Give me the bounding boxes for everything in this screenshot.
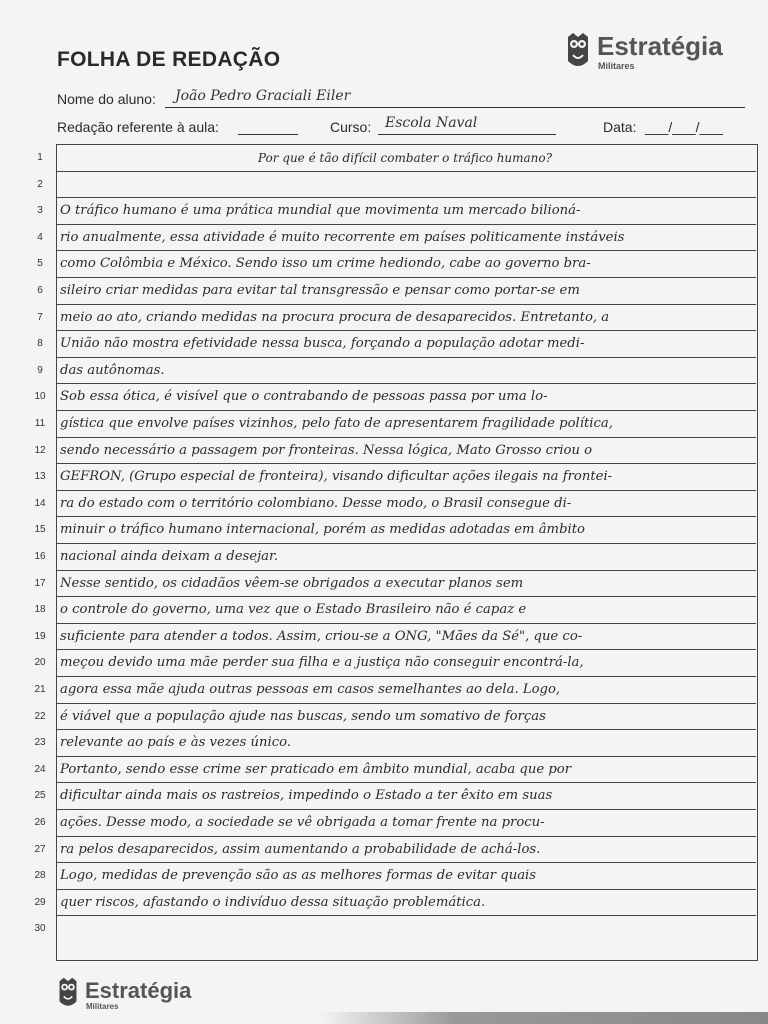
essay-line: é viável que a população ajude nas buscas, sendo um somativo de forças — [60, 708, 546, 724]
essay-line: sileiro criar medidas para evitar tal transgressão e pensar como portar-se em — [60, 283, 580, 298]
brand-logo — [565, 31, 755, 75]
essay-line: relevante ao país e às vezes único. — [60, 735, 291, 751]
course-value: Escola Naval — [385, 115, 478, 131]
essay-line: das autônomas. — [60, 362, 165, 378]
essay-line: dificultar ainda mais os rastreios, impedindo o Estado a ter êxito em suas — [60, 788, 553, 804]
page-title: FOLHA DE REDAÇÃO — [57, 48, 281, 71]
essay-line: suficiente para atender a todos. Assim, criou-se a ONG, "Mães da Sé", que co- — [60, 628, 583, 644]
essay-line: ra pelos desaparecidos, assim aumentando a probabilidade de achá-los. — [60, 841, 541, 857]
footer-logo — [57, 976, 217, 1016]
essay-line: quer riscos, afastando o indivíduo dessa situação problemática. — [60, 894, 486, 910]
course-line — [378, 134, 556, 135]
essay-line: O tráfico humano é uma prática mundial que movimenta um mercado bilioná- — [60, 203, 581, 219]
essay-line: meçou devido uma mãe perder sua filha e a justiça não conseguir encontrá-la, — [60, 655, 584, 671]
essay-line — [60, 916, 750, 942]
line-number: 20 — [34, 657, 46, 669]
line-number: 27 — [34, 843, 46, 855]
line-number: 4 — [37, 231, 43, 243]
student-label: Nome do aluno: — [57, 91, 156, 107]
essay-line: Sob essa ótica, é visível que o contrabando de pessoas passa por uma lo- — [60, 389, 548, 405]
brand-name: Estratégia — [597, 31, 723, 61]
lesson-label: Redação referente à aula: — [57, 119, 219, 135]
line-number: 25 — [34, 790, 46, 802]
essay-line: Nesse sentido, os cidadãos vêem-se obrigados a executar planos sem — [60, 575, 524, 591]
essay-line: rio anualmente, essa atividade é muito recorrente em países politicamente instáveis — [60, 229, 625, 245]
course-label: Curso: — [330, 119, 372, 135]
essay-line: meio ao ato, criando medidas na procura procura de desaparecidos. Entretanto, a — [60, 309, 610, 325]
owl-icon — [565, 31, 591, 71]
owl-icon — [57, 976, 79, 1010]
essay-line: nacional ainda deixam a desejar. — [60, 549, 279, 564]
line-number: 19 — [34, 630, 46, 642]
date-value: ___/___/___ — [645, 119, 723, 135]
scan-edge — [320, 1012, 768, 1024]
line-number: 16 — [34, 551, 46, 562]
essay-line: agora essa mãe ajuda outras pessoas em casos semelhantes ao dela. Logo, — [60, 682, 561, 697]
header — [0, 0, 768, 140]
line-number: 2 — [37, 178, 43, 190]
footer-brand-subtitle: Militares — [86, 1002, 119, 1011]
line-number: 13 — [34, 471, 46, 483]
essay-line — [60, 172, 750, 198]
line-number: 7 — [37, 311, 43, 323]
line-number: 9 — [37, 364, 43, 376]
line-number: 21 — [34, 684, 46, 695]
line-number: 10 — [34, 391, 46, 403]
line-number: 6 — [37, 285, 43, 296]
date-label: Data: — [603, 119, 637, 135]
line-number: 29 — [34, 896, 46, 908]
brand-subtitle: Militares — [598, 61, 635, 71]
line-number: 11 — [34, 418, 46, 429]
essay-line: Logo, medidas de prevenção são as as melhores formas de evitar quais — [60, 868, 537, 884]
line-number: 28 — [34, 870, 46, 882]
line-number: 17 — [34, 577, 46, 589]
line-number: 24 — [34, 763, 46, 775]
essay-line: sendo necessário a passagem por fronteiras. Nessa lógica, Mato Grosso criou o — [60, 442, 593, 458]
essay-line: o controle do governo, uma vez que o Estado Brasileiro não é capaz e — [60, 602, 527, 618]
lesson-line — [238, 134, 298, 135]
line-number: 18 — [34, 604, 46, 616]
line-number: 22 — [34, 710, 46, 722]
essay-line: União não mostra efetividade nessa busca, forçando a população adotar medi- — [60, 336, 585, 352]
line-number: 1 — [37, 152, 43, 163]
line-number: 26 — [34, 817, 46, 828]
essay-line: gística que envolve países vizinhos, pelo fato de apresentarem fragilidade política, — [60, 416, 613, 431]
essay-line: GEFRON, (Grupo especial de fronteira), visando dificultar ações ilegais na frontei- — [60, 469, 613, 485]
essay-line: Portanto, sendo esse crime ser praticado em âmbito mundial, acaba que por — [60, 761, 572, 777]
line-number: 30 — [34, 923, 46, 935]
line-number: 14 — [34, 497, 46, 509]
line-number: 5 — [37, 258, 43, 270]
essay-line: como Colômbia e México. Sendo isso um crime hediondo, cabe ao governo bra- — [60, 256, 591, 272]
line-number: 3 — [37, 205, 43, 217]
line-number: 8 — [37, 338, 43, 350]
essay-line: ações. Desse modo, a sociedade se vê obrigada a tomar frente na procu- — [60, 815, 545, 830]
line-number: 15 — [34, 524, 46, 536]
essay-title: Por que é tão difícil combater o tráfico humano? — [257, 151, 553, 165]
line-number: 23 — [34, 737, 46, 749]
student-line — [165, 107, 745, 108]
essay-line: minuir o tráfico humano internacional, porém as medidas adotadas em âmbito — [60, 522, 585, 538]
student-name-value: João Pedro Graciali Eiler — [175, 88, 351, 104]
essay-line: ra do estado com o território colombiano. Desse modo, o Brasil consegue di- — [60, 495, 572, 511]
line-number: 12 — [34, 444, 46, 456]
footer-brand-name: Estratégia — [85, 978, 192, 1003]
